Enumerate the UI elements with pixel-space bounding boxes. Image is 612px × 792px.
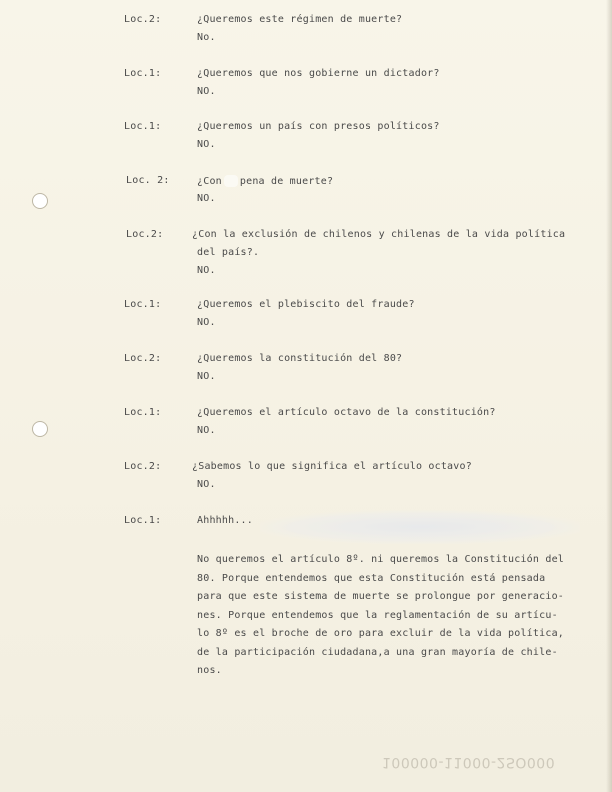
dialogue-line: ¿Sabemos lo que significa el artículo octavo? xyxy=(192,461,472,472)
answer-line: NO. xyxy=(197,193,216,204)
paragraph-line: nos. xyxy=(197,665,222,676)
punch-hole xyxy=(32,421,48,437)
dialogue-line: ¿Queremos que nos gobierne un dictador? xyxy=(197,68,440,79)
paragraph-line: 80. Porque entendemos que esta Constitución está pensada xyxy=(197,572,546,584)
paragraph-line: lo 8º es el broche de oro para excluir de la vida política, xyxy=(197,628,565,639)
answer-line: NO. xyxy=(197,317,216,328)
speaker-label: Loc.2: xyxy=(126,229,164,240)
speaker-label: Loc.1: xyxy=(124,121,162,132)
dialogue-line: ¿Queremos el artículo octavo de la constitución? xyxy=(197,407,496,418)
speaker-label: Loc.1: xyxy=(124,515,162,526)
erased-word xyxy=(224,175,238,187)
punch-hole xyxy=(32,193,48,209)
answer-line: NO. xyxy=(197,479,216,490)
paragraph-line: de la participación ciudadana,a una gran mayoría de chile- xyxy=(197,646,558,658)
dialogue-line-continuation: del país?. xyxy=(197,247,260,258)
speaker-label: Loc.2: xyxy=(124,461,162,472)
speaker-label: Loc.1: xyxy=(124,68,162,79)
page-edge-shadow xyxy=(606,0,612,792)
dialogue-line xyxy=(197,175,333,187)
speaker-label: Loc.1: xyxy=(124,299,162,310)
answer-line: NO. xyxy=(197,86,216,97)
paragraph-line: nes. Porque entendemos que la reglamentación de su artícu- xyxy=(197,609,558,621)
paragraph-line: para que este sistema de muerte se prolongue por generacio- xyxy=(197,591,565,602)
speaker-label: Loc.2: xyxy=(124,14,162,25)
dialogue-line: ¿Queremos la constitución del 80? xyxy=(197,353,403,364)
dialogue-fragment: ¿Con xyxy=(197,176,222,187)
dialogue-line: ¿Queremos este régimen de muerte? xyxy=(197,14,403,25)
closing-paragraph xyxy=(197,551,565,681)
answer-line: NO. xyxy=(197,139,216,150)
answer-line: No. xyxy=(197,32,216,43)
speaker-label: Loc. 2: xyxy=(126,175,170,186)
answer-line: NO. xyxy=(197,425,216,436)
dialogue-line: ¿Con la exclusión de chilenos y chilenas de la vida política xyxy=(192,229,566,240)
archive-stamp: 100000-11000-2SO000 xyxy=(382,754,556,770)
dialogue-line: ¿Queremos el plebiscito del fraude? xyxy=(197,299,415,310)
dialogue-fragment: pena de muerte? xyxy=(239,176,334,187)
speaker-label: Loc.1: xyxy=(124,407,162,418)
answer-line: NO. xyxy=(197,265,216,276)
paragraph-line: No queremos el artículo 8º. ni queremos la Constitución del xyxy=(197,554,565,565)
dialogue-line: ¿Queremos un país con presos políticos? xyxy=(197,121,440,132)
speaker-label: Loc.2: xyxy=(124,353,162,364)
answer-line: NO. xyxy=(197,371,216,382)
correction-smudge xyxy=(260,510,580,544)
dialogue-line: Ahhhhh... xyxy=(197,515,253,526)
